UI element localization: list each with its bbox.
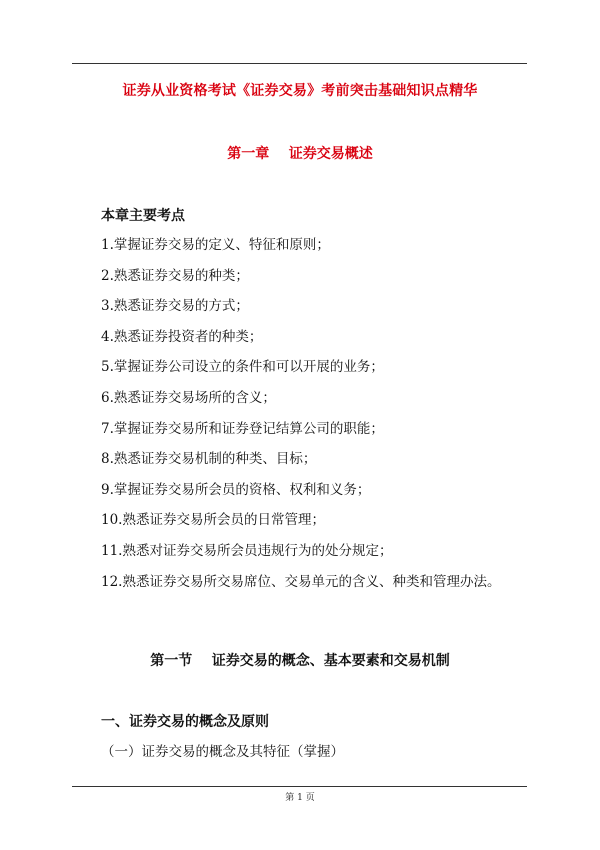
- key-point-item: 11.熟悉对证券交易所会员违规行为的处分规定；: [101, 542, 393, 559]
- key-point-item: 6.熟悉证券交易场所的含义；: [101, 389, 276, 406]
- sub-part-heading: （一）证券交易的概念及其特征（掌握）: [101, 744, 344, 760]
- key-point-item: 5.掌握证券公司设立的条件和可以开展的业务；: [101, 359, 384, 376]
- key-points-list: [101, 234, 500, 601]
- key-point-item: 9.掌握证券交易所会员的资格、权利和义务；: [101, 481, 371, 498]
- key-point-item: 1.掌握证券交易的定义、特征和原则；: [101, 237, 330, 253]
- page-number: 第 1 页: [285, 793, 315, 803]
- key-points-heading: 本章主要考点: [101, 208, 185, 224]
- key-point-item: 12.熟悉证券交易所交易席位、交易单元的含义、种类和管理办法。: [101, 573, 501, 590]
- footer-rule: [72, 786, 527, 787]
- key-point-item: 4.熟悉证券投资者的种类；: [101, 328, 263, 345]
- part-heading: 一、证券交易的概念及原则: [101, 714, 269, 730]
- header-rule: [72, 63, 527, 64]
- section-title: 第一节 证券交易的概念、基本要素和交易机制: [150, 653, 450, 669]
- key-point-item: 2.熟悉证券交易的种类；: [101, 267, 249, 284]
- key-point-item: 8.熟悉证券交易机制的种类、目标；: [101, 451, 317, 468]
- document-title: 证券从业资格考试《证券交易》考前突击基础知识点精华: [122, 83, 478, 99]
- chapter-title: 第一章 证券交易概述: [227, 146, 373, 162]
- key-point-item: 7.掌握证券交易所和证券登记结算公司的职能；: [101, 420, 384, 437]
- key-point-item: 3.熟悉证券交易的方式；: [101, 298, 249, 315]
- key-point-item: 10.熟悉证券交易所会员的日常管理；: [101, 512, 325, 529]
